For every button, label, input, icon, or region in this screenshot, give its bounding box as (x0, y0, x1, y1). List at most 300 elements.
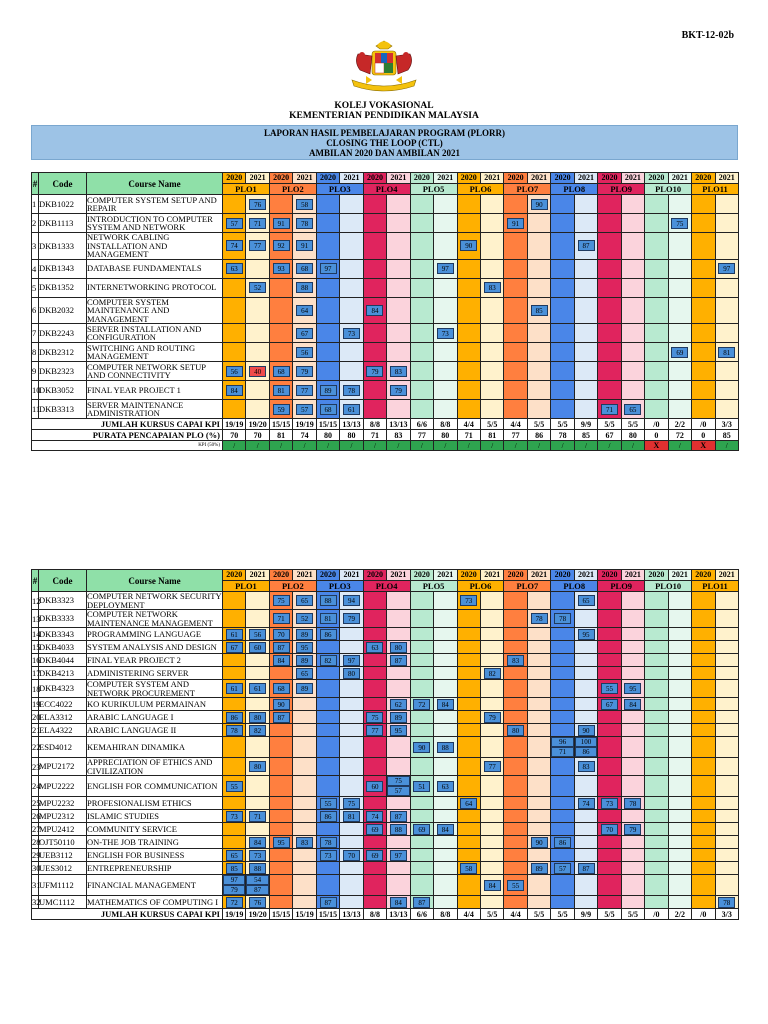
score-cell (645, 724, 668, 737)
score-cell (293, 654, 316, 667)
score-cell (340, 362, 363, 381)
score-badge: 84 (484, 880, 501, 891)
score-cell (668, 758, 691, 776)
score-cell (246, 823, 269, 836)
score-cell (293, 724, 316, 737)
score-cell (223, 278, 246, 297)
score-cell (668, 896, 691, 909)
score-cell (692, 381, 715, 400)
score-cell (551, 381, 574, 400)
score-cell (387, 362, 410, 381)
score-cell (387, 259, 410, 278)
kpi-mark: / (246, 441, 269, 451)
score-cell (574, 297, 597, 324)
score-cell (340, 896, 363, 909)
score-badge: 78 (531, 613, 548, 624)
score-cell (551, 278, 574, 297)
score-cell (598, 836, 621, 849)
score-cell (223, 875, 246, 896)
score-cell (598, 641, 621, 654)
score-cell (480, 400, 503, 419)
purata-value: 71 (457, 430, 480, 441)
score-cell (621, 724, 644, 737)
score-cell (457, 324, 480, 343)
score-cell (527, 233, 550, 260)
score-badge: 90 (578, 725, 595, 736)
score-cell (387, 214, 410, 233)
score-cell (269, 324, 292, 343)
score-cell (340, 381, 363, 400)
score-cell (527, 776, 550, 797)
year-header: 2020 (598, 173, 621, 184)
score-cell (504, 195, 527, 214)
row-number: 7 (32, 324, 39, 343)
score-cell (410, 259, 433, 278)
score-cell (668, 724, 691, 737)
score-cell (551, 896, 574, 909)
course-code: DKB3333 (39, 610, 87, 628)
year-header: 2021 (293, 173, 316, 184)
score-cell (692, 698, 715, 711)
score-cell (434, 641, 457, 654)
score-badge: 72 (413, 699, 430, 710)
score-cell (223, 654, 246, 667)
score-cell (692, 776, 715, 797)
score-cell (293, 711, 316, 724)
row-number: 18 (32, 680, 39, 698)
score-cell (434, 362, 457, 381)
purata-value: 74 (293, 430, 316, 441)
table-row (32, 628, 739, 641)
summary-value: 19/20 (246, 419, 269, 430)
score-cell (692, 628, 715, 641)
score-cell (316, 680, 339, 698)
score-cell (692, 724, 715, 737)
score-cell (246, 724, 269, 737)
summary-value: 4/4 (457, 419, 480, 430)
score-badge: 73 (343, 328, 360, 339)
score-cell (598, 737, 621, 758)
year-header: 2020 (316, 173, 339, 184)
course-name: NETWORK CABLING INSTALLATION AND MANAGEMENT (87, 233, 223, 260)
score-badge: 77 (249, 240, 266, 251)
score-badge: 65 (578, 595, 595, 606)
purata-value: 81 (269, 430, 292, 441)
score-badge: 80 (249, 761, 266, 772)
score-cell (410, 297, 433, 324)
year-header: 2020 (504, 173, 527, 184)
score-cell (269, 654, 292, 667)
score-cell (551, 362, 574, 381)
course-code: DKB1333 (39, 233, 87, 260)
score-badge: 86 (226, 712, 243, 723)
table-row (32, 362, 739, 381)
score-cell (434, 297, 457, 324)
score-cell (223, 724, 246, 737)
row-number: 26 (32, 811, 41, 821)
score-cell (527, 297, 550, 324)
year-header: 2020 (598, 570, 621, 581)
score-cell (269, 641, 292, 654)
score-cell (692, 214, 715, 233)
score-cell (340, 654, 363, 667)
score-badge: 58 (296, 199, 313, 210)
score-cell (551, 680, 574, 698)
score-cell (645, 737, 668, 758)
year-header: 2021 (434, 173, 457, 184)
score-cell (598, 610, 621, 628)
score-cell (504, 324, 527, 343)
score-cell (551, 711, 574, 724)
score-badge: 78 (554, 613, 571, 624)
score-cell (527, 680, 550, 698)
score-cell (387, 875, 410, 896)
score-cell (504, 214, 527, 233)
score-cell (316, 381, 339, 400)
table-row (32, 400, 739, 419)
score-cell (246, 776, 269, 797)
score-cell (269, 849, 292, 862)
score-cell (457, 862, 480, 875)
summary-value: 8/8 (434, 419, 457, 430)
score-cell (434, 698, 457, 711)
score-cell (293, 641, 316, 654)
score-cell (480, 875, 503, 896)
score-cell (316, 823, 339, 836)
score-cell (269, 259, 292, 278)
score-cell (504, 343, 527, 362)
score-cell (527, 711, 550, 724)
score-badge: 58 (460, 863, 477, 874)
score-cell (340, 875, 363, 896)
score-cell (598, 698, 621, 711)
score-cell (246, 278, 269, 297)
purata-value: 80 (340, 430, 363, 441)
score-cell (621, 343, 644, 362)
course-code: DKB3052 (39, 381, 87, 400)
score-cell (246, 259, 269, 278)
year-header: 2021 (246, 173, 269, 184)
score-cell (293, 381, 316, 400)
summary-value: 19/19 (223, 909, 246, 920)
score-cell (504, 381, 527, 400)
score-cell (246, 381, 269, 400)
course-code: UEB3112 (39, 849, 87, 862)
year-header: 2020 (269, 570, 292, 581)
course-name: COMPUTER SYSTEM MAINTENANCE AND MANAGEMENT (87, 297, 223, 324)
score-cell (387, 324, 410, 343)
score-cell (551, 259, 574, 278)
kpi-mark: / (457, 441, 480, 451)
score-cell (668, 711, 691, 724)
score-cell (504, 849, 527, 862)
score-badge: 85 (531, 305, 548, 316)
score-cell (551, 836, 574, 849)
score-cell (645, 324, 668, 343)
score-cell (387, 862, 410, 875)
score-cell (692, 667, 715, 680)
summary-value: 9/9 (574, 909, 597, 920)
score-cell (668, 343, 691, 362)
summary-value: 6/6 (410, 909, 433, 920)
course-code: ECC4022 (39, 698, 87, 711)
score-cell (574, 400, 597, 419)
score-cell (340, 195, 363, 214)
score-cell (715, 233, 738, 260)
score-cell (645, 875, 668, 896)
score-badge: 84 (273, 655, 290, 666)
score-cell (551, 297, 574, 324)
plo-header: PLO3 (316, 581, 363, 592)
score-cell (551, 849, 574, 862)
score-cell (598, 362, 621, 381)
score-cell (223, 628, 246, 641)
score-badge: 59 (273, 404, 290, 415)
purata-value: 70 (246, 430, 269, 441)
score-cell (269, 711, 292, 724)
score-cell (480, 641, 503, 654)
score-cell (246, 836, 269, 849)
header-number: # (32, 173, 39, 195)
score-cell (269, 776, 292, 797)
score-cell (668, 641, 691, 654)
score-cell (504, 278, 527, 297)
score-cell (574, 836, 597, 849)
score-cell (692, 711, 715, 724)
score-badge: 71 (249, 811, 266, 822)
purata-value: 77 (504, 430, 527, 441)
score-cell (387, 610, 410, 628)
score-badge: 68 (273, 683, 290, 694)
score-cell (410, 797, 433, 810)
summary-value: 15/15 (316, 419, 339, 430)
score-badge: 83 (507, 655, 524, 666)
score-badge: 87 (320, 897, 337, 908)
score-badge: 80 (343, 668, 360, 679)
score-cell (574, 233, 597, 260)
purata-value: 67 (598, 430, 621, 441)
score-cell (340, 214, 363, 233)
score-cell (387, 667, 410, 680)
score-cell (598, 400, 621, 419)
summary-value: 2/2 (668, 419, 691, 430)
score-cell (223, 862, 246, 875)
score-cell (269, 214, 292, 233)
score-badge: 77 (296, 385, 313, 396)
score-badge: 70 (601, 824, 618, 835)
score-cell (598, 862, 621, 875)
score-cell (410, 214, 433, 233)
plo-header: PLO5 (410, 581, 457, 592)
course-name: SERVER MAINTENANCE ADMINISTRATION (87, 400, 223, 419)
year-header: 2021 (480, 570, 503, 581)
purata-value: 77 (410, 430, 433, 441)
score-cell (246, 758, 269, 776)
score-cell (410, 592, 433, 610)
row-number: 3 (32, 233, 39, 260)
score-cell (363, 724, 386, 737)
score-badge: 79 (296, 366, 313, 377)
row-number: 20 (32, 712, 41, 722)
score-cell (316, 758, 339, 776)
score-cell (692, 610, 715, 628)
score-cell (387, 400, 410, 419)
score-cell (480, 823, 503, 836)
score-cell (621, 324, 644, 343)
table-row (32, 667, 739, 680)
score-cell (363, 875, 386, 896)
score-badge: 81 (320, 613, 337, 624)
row-number: 22 (32, 737, 39, 758)
kpi-mark: / (363, 441, 386, 451)
score-cell (340, 343, 363, 362)
score-cell (363, 896, 386, 909)
score-cell (293, 362, 316, 381)
kpi-mark: / (504, 441, 527, 451)
course-code: DKB4044 (39, 654, 87, 667)
score-cell (457, 698, 480, 711)
score-cell (715, 628, 738, 641)
score-cell (387, 810, 410, 823)
score-cell (363, 776, 386, 797)
score-cell (527, 797, 550, 810)
score-cell (551, 628, 574, 641)
score-badge: 88 (320, 595, 337, 606)
score-cell (269, 724, 292, 737)
score-cell (621, 836, 644, 849)
score-cell (715, 810, 738, 823)
score-badge: 95 (273, 837, 290, 848)
score-cell (504, 836, 527, 849)
score-cell (668, 698, 691, 711)
score-badge: 71 (249, 218, 266, 229)
year-header: 2021 (387, 570, 410, 581)
score-cell (363, 654, 386, 667)
year-header: 2021 (715, 173, 738, 184)
score-cell (457, 654, 480, 667)
course-code: ELA4322 (39, 724, 87, 737)
score-cell (480, 810, 503, 823)
score-cell (621, 667, 644, 680)
score-cell (504, 680, 527, 698)
score-cell (316, 711, 339, 724)
score-cell (434, 680, 457, 698)
score-cell (715, 654, 738, 667)
score-cell (223, 896, 246, 909)
score-badge: 80 (390, 642, 407, 653)
score-badge: 69 (366, 824, 383, 835)
score-cell (246, 400, 269, 419)
row-number: 30 (32, 863, 41, 873)
summary-value: 13/13 (340, 909, 363, 920)
plo-header: PLO5 (410, 184, 457, 195)
score-badge: 75 (343, 798, 360, 809)
year-header: 2021 (340, 570, 363, 581)
score-cell (621, 823, 644, 836)
score-cell (316, 324, 339, 343)
score-cell (410, 862, 433, 875)
score-cell (340, 297, 363, 324)
score-cell (527, 654, 550, 667)
score-cell (293, 849, 316, 862)
score-cell (387, 628, 410, 641)
score-cell (504, 797, 527, 810)
table-row (32, 724, 739, 737)
course-code: MPU2412 (39, 823, 87, 836)
summary-value: 13/13 (387, 909, 410, 920)
score-cell (363, 797, 386, 810)
score-cell (293, 737, 316, 758)
score-badge: 79 (366, 366, 383, 377)
row-number: 5 (32, 278, 39, 297)
score-cell (269, 592, 292, 610)
score-cell (480, 324, 503, 343)
score-cell (621, 610, 644, 628)
score-cell (293, 628, 316, 641)
score-cell (551, 641, 574, 654)
score-badge: 51 (413, 781, 430, 792)
score-cell (692, 233, 715, 260)
year-header: 2020 (410, 570, 433, 581)
score-badge: 71 (551, 747, 573, 757)
score-cell (340, 836, 363, 849)
summary-value: 5/5 (621, 909, 644, 920)
score-cell (504, 737, 527, 758)
score-cell (668, 278, 691, 297)
score-badge: 67 (296, 328, 313, 339)
score-badge: 90 (413, 742, 430, 753)
purata-value: 0 (645, 430, 668, 441)
score-cell (645, 628, 668, 641)
score-cell (457, 758, 480, 776)
score-badge: 87 (413, 897, 430, 908)
score-badge: 84 (249, 837, 266, 848)
kpi-mark: / (223, 441, 246, 451)
score-cell (504, 724, 527, 737)
score-cell (715, 849, 738, 862)
course-code: DKB3313 (39, 400, 87, 419)
year-header: 2021 (668, 570, 691, 581)
score-cell (692, 758, 715, 776)
score-cell (692, 195, 715, 214)
table-row (32, 592, 739, 610)
score-cell (574, 362, 597, 381)
score-cell (410, 698, 433, 711)
score-cell (504, 654, 527, 667)
score-cell (480, 776, 503, 797)
score-cell (246, 641, 269, 654)
score-badge: 68 (320, 404, 337, 415)
score-badge: 60 (366, 781, 383, 792)
score-badge: 83 (578, 761, 595, 772)
report-intake: AMBILAN 2020 DAN AMBILAN 2021 (308, 148, 460, 158)
score-cell (387, 836, 410, 849)
score-cell (715, 823, 738, 836)
table-row (32, 797, 739, 810)
score-badge: 60 (249, 642, 266, 653)
score-cell (387, 592, 410, 610)
score-cell (316, 862, 339, 875)
score-badge: 52 (249, 282, 266, 293)
score-cell (410, 400, 433, 419)
score-cell (574, 343, 597, 362)
score-cell (340, 724, 363, 737)
summary-value: 5/5 (527, 419, 550, 430)
score-cell (668, 862, 691, 875)
score-cell (645, 233, 668, 260)
score-cell (223, 343, 246, 362)
score-cell (410, 776, 433, 797)
